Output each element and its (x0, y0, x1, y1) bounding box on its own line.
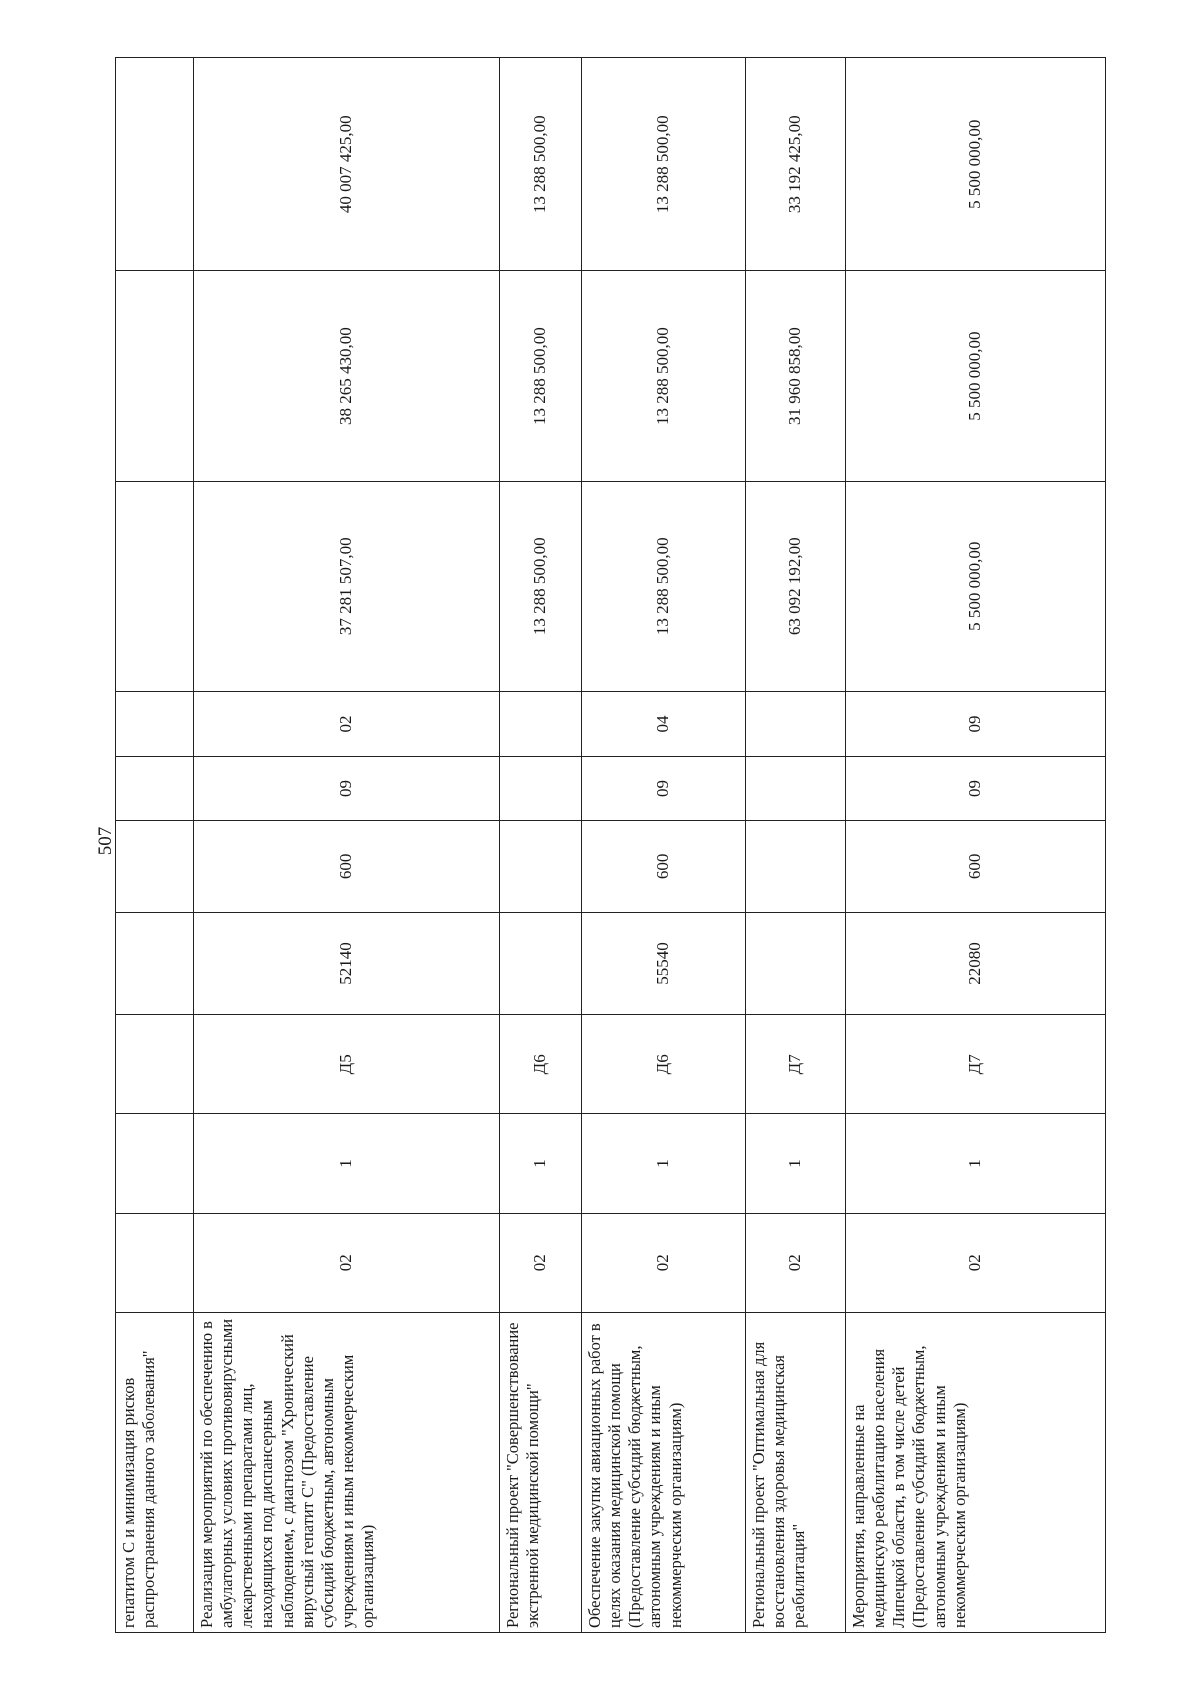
cell-section: 09 (194, 756, 500, 820)
cell-amount-3: 13 288 500,00 (500, 58, 582, 271)
table-row (582, 58, 746, 1633)
cell-amount-3: 33 192 425,00 (746, 58, 846, 271)
budget-table (115, 57, 1106, 1633)
cell-project: Д5 (194, 1015, 500, 1114)
cell-section: 09 (846, 756, 1106, 820)
cell-amount-2: 13 288 500,00 (500, 271, 582, 481)
cell-amount-1: 63 092 192,00 (746, 481, 846, 691)
cell-expense-type: 600 (194, 820, 500, 912)
cell-program (116, 1213, 194, 1312)
cell-amount-3 (116, 58, 194, 271)
cell-project: Д7 (846, 1015, 1106, 1114)
cell-amount-1: 13 288 500,00 (582, 481, 746, 691)
cell-subprogram (116, 1114, 194, 1213)
cell-subprogram: 1 (194, 1114, 500, 1213)
cell-amount-3: 40 007 425,00 (194, 58, 500, 271)
cell-direction: 52140 (194, 912, 500, 1014)
cell-project: Д6 (582, 1015, 746, 1114)
cell-subprogram: 1 (846, 1114, 1106, 1213)
cell-subsection: 04 (582, 691, 746, 756)
cell-amount-1: 5 500 000,00 (846, 481, 1106, 691)
cell-subsection (500, 691, 582, 756)
cell-direction: 55540 (582, 912, 746, 1014)
cell-subprogram: 1 (746, 1114, 846, 1213)
cell-direction: 22080 (846, 912, 1106, 1014)
cell-subsection (746, 691, 846, 756)
cell-program: 02 (846, 1213, 1106, 1312)
cell-amount-2 (116, 271, 194, 481)
cell-subprogram: 1 (500, 1114, 582, 1213)
cell-amount-2: 13 288 500,00 (582, 271, 746, 481)
cell-program: 02 (746, 1213, 846, 1312)
cell-expense-type: 600 (582, 820, 746, 912)
row-name: Обеспечение закупки авиационных работ в целях оказания медицинской помощи (Предоставление субсидий бюджетным, автономным учреждениям и иным некоммерческим организациям) (582, 1312, 746, 1632)
cell-project: Д6 (500, 1015, 582, 1114)
cell-expense-type (116, 820, 194, 912)
cell-section (116, 756, 194, 820)
cell-subsection (116, 691, 194, 756)
cell-subsection: 09 (846, 691, 1106, 756)
cell-subsection: 02 (194, 691, 500, 756)
cell-direction (746, 912, 846, 1014)
cell-expense-type: 600 (846, 820, 1106, 912)
cell-amount-1: 13 288 500,00 (500, 481, 582, 691)
page-number: 507 (95, 826, 116, 856)
row-name: Региональный проект "Оптимальная для восстановления здоровья медицинская реабилитация" (746, 1312, 846, 1632)
cell-direction (116, 912, 194, 1014)
cell-amount-2: 38 265 430,00 (194, 271, 500, 481)
cell-expense-type (500, 820, 582, 912)
cell-subprogram: 1 (582, 1114, 746, 1213)
row-name: Региональный проект "Совершенствование экстренной медицинской помощи" (500, 1312, 582, 1632)
budget-table-rotated (115, 57, 1105, 1633)
cell-amount-2: 31 960 858,00 (746, 271, 846, 481)
cell-section (500, 756, 582, 820)
cell-direction (500, 912, 582, 1014)
cell-amount-3: 13 288 500,00 (582, 58, 746, 271)
cell-amount-1 (116, 481, 194, 691)
cell-section (746, 756, 846, 820)
row-name: Мероприятия, направленные на медицинскую реабилитацию населения Липецкой области, в том числе детей (Предоставление субсидий бюджетным, автономным учреждениям и иным некоммерческим организациям) (846, 1312, 1106, 1632)
cell-section: 09 (582, 756, 746, 820)
table-row (746, 58, 846, 1633)
row-name: гепатитом С и минимизация рисков распространения данного заболевания" (116, 1312, 194, 1632)
cell-amount-1: 37 281 507,00 (194, 481, 500, 691)
cell-program: 02 (582, 1213, 746, 1312)
row-name: Реализация мероприятий по обеспечению в амбулаторных условиях противовирусными лекарственными препаратами лиц, находящихся под диспансерным наблюдением, с диагнозом "Хронический вирусный гепатит С" (Предоставление субсидий бюджетным, автономным учреждениям и иным некоммерческим организациям) (194, 1312, 500, 1632)
cell-expense-type (746, 820, 846, 912)
cell-amount-2: 5 500 000,00 (846, 271, 1106, 481)
table-row (194, 58, 500, 1633)
cell-program: 02 (500, 1213, 582, 1312)
table-row (116, 58, 194, 1633)
table-row (846, 58, 1106, 1633)
cell-program: 02 (194, 1213, 500, 1312)
cell-project (116, 1015, 194, 1114)
table-row (500, 58, 582, 1633)
cell-amount-3: 5 500 000,00 (846, 58, 1106, 271)
cell-project: Д7 (746, 1015, 846, 1114)
